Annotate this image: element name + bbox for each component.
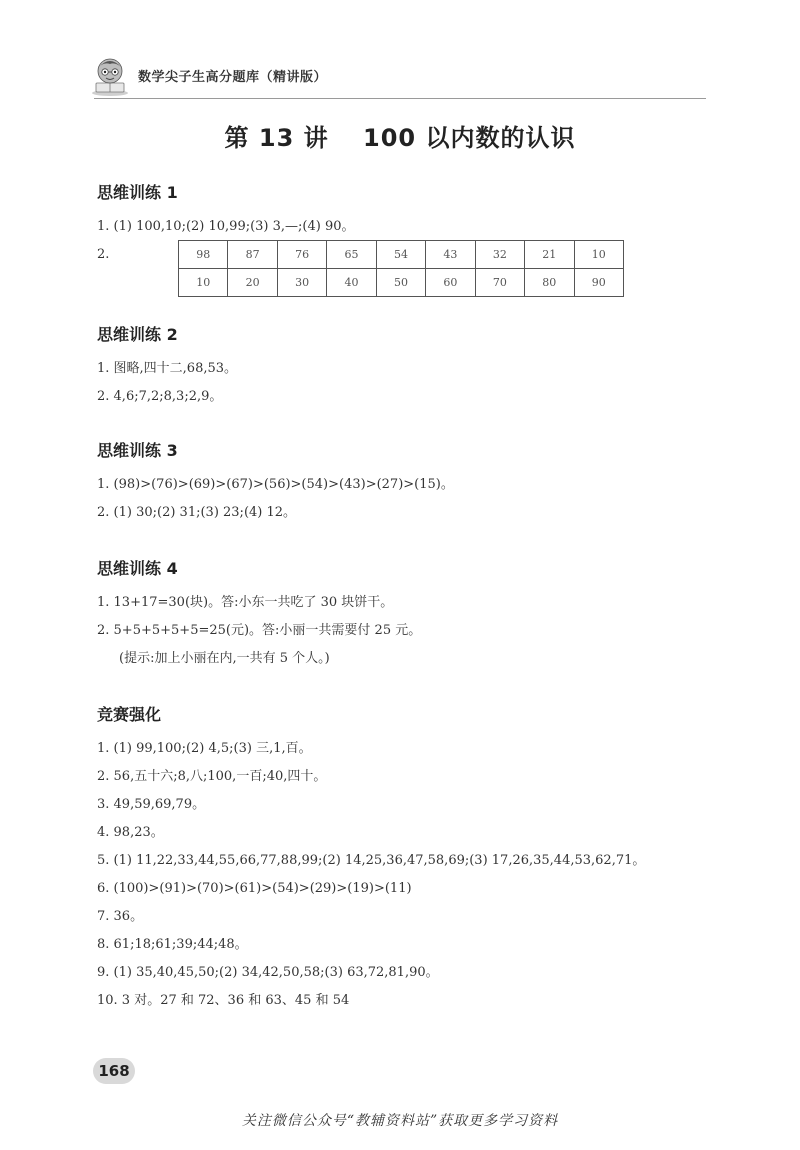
section-thinking-training-3 <box>97 438 720 527</box>
table-row <box>179 241 624 269</box>
table-cell: 90 <box>574 269 624 297</box>
footer-note: 关注微信公众号“教辅资料站”获取更多学习资料 <box>241 1113 559 1129</box>
table-cell: 50 <box>376 269 425 297</box>
answer-line: 2. 5+5+5+5+5=25(元)。答:小丽一共需要付 25 元。 <box>97 623 422 638</box>
hint-line: (提示:加上小丽在内,一共有 5 个人。) <box>119 651 330 666</box>
table-cell: 32 <box>475 241 524 269</box>
answer-line: 2. 4,6;7,2;8,3;2,9。 <box>97 389 223 404</box>
answer-table <box>178 240 624 297</box>
answer-line: 7. 36。 <box>97 909 144 924</box>
answer-line: 8. 61;18;61;39;44;48。 <box>97 937 248 952</box>
table-cell: 65 <box>327 241 376 269</box>
answer-line: 1. 13+17=30(块)。答:小东一共吃了 30 块饼干。 <box>97 595 394 610</box>
table-cell: 21 <box>525 241 574 269</box>
section-competition-reinforcement <box>97 702 720 1015</box>
header-divider <box>94 98 706 99</box>
table-cell: 70 <box>475 269 524 297</box>
table-cell: 20 <box>228 269 277 297</box>
table-cell: 43 <box>426 241 475 269</box>
answer-line: 2. (1) 30;(2) 31;(3) 23;(4) 12。 <box>97 505 297 520</box>
table-cell: 60 <box>426 269 475 297</box>
table-cell: 76 <box>277 241 326 269</box>
section-heading: 思维训练 2 <box>97 325 178 344</box>
table-cell: 80 <box>525 269 574 297</box>
answer-line: 2. <box>97 247 110 262</box>
table-cell: 54 <box>376 241 425 269</box>
answer-line: 5. (1) 11,22,33,44,55,66,77,88,99;(2) 14,25,36,47,58,69;(3) 17,26,35,44,53,62,71。 <box>97 853 646 868</box>
book-header <box>88 52 327 98</box>
answer-line: 9. (1) 35,40,45,50;(2) 34,42,50,58;(3) 63,72,81,90。 <box>97 965 439 980</box>
answer-line: 10. 3 对。27 和 72、36 和 63、45 和 54 <box>97 993 350 1008</box>
table-row <box>179 269 624 297</box>
book-title: 数学尖子生高分题库（精讲版） <box>138 69 328 85</box>
table-cell: 98 <box>179 241 228 269</box>
answer-line: 3. 49,59,69,79。 <box>97 797 206 812</box>
section-heading: 思维训练 1 <box>97 183 178 202</box>
answer-line: 4. 98,23。 <box>97 825 164 840</box>
section-heading: 思维训练 3 <box>97 441 178 460</box>
table-cell: 40 <box>327 269 376 297</box>
section-heading: 竞赛强化 <box>97 705 162 724</box>
answer-line: 1. 图略,四十二,68,53。 <box>97 361 238 376</box>
answer-line: 2. 56,五十六;8,八;100,一百;40,四十。 <box>97 769 327 784</box>
table-cell: 10 <box>179 269 228 297</box>
answer-line: 1. (98)>(76)>(69)>(67)>(56)>(54)>(43)>(27)>(15)。 <box>97 477 454 492</box>
answer-line: 1. (1) 99,100;(2) 4,5;(3) 三,1,百。 <box>97 741 312 756</box>
table-cell: 10 <box>574 241 624 269</box>
table-cell: 87 <box>228 241 277 269</box>
answer-line: 6. (100)>(91)>(70)>(61)>(54)>(29)>(19)>(11) <box>97 881 412 896</box>
mascot-logo-icon <box>88 53 132 97</box>
section-thinking-training-4 <box>97 556 720 673</box>
table-cell: 30 <box>277 269 326 297</box>
lecture-title: 第 13 讲 100 以内数的认识 <box>224 124 576 152</box>
answer-line: 1. (1) 100,10;(2) 10,99;(3) 3,—;(4) 90。 <box>97 219 355 234</box>
page-number-badge: 168 <box>93 1058 135 1084</box>
section-heading: 思维训练 4 <box>97 559 178 578</box>
section-thinking-training-2 <box>97 322 720 411</box>
